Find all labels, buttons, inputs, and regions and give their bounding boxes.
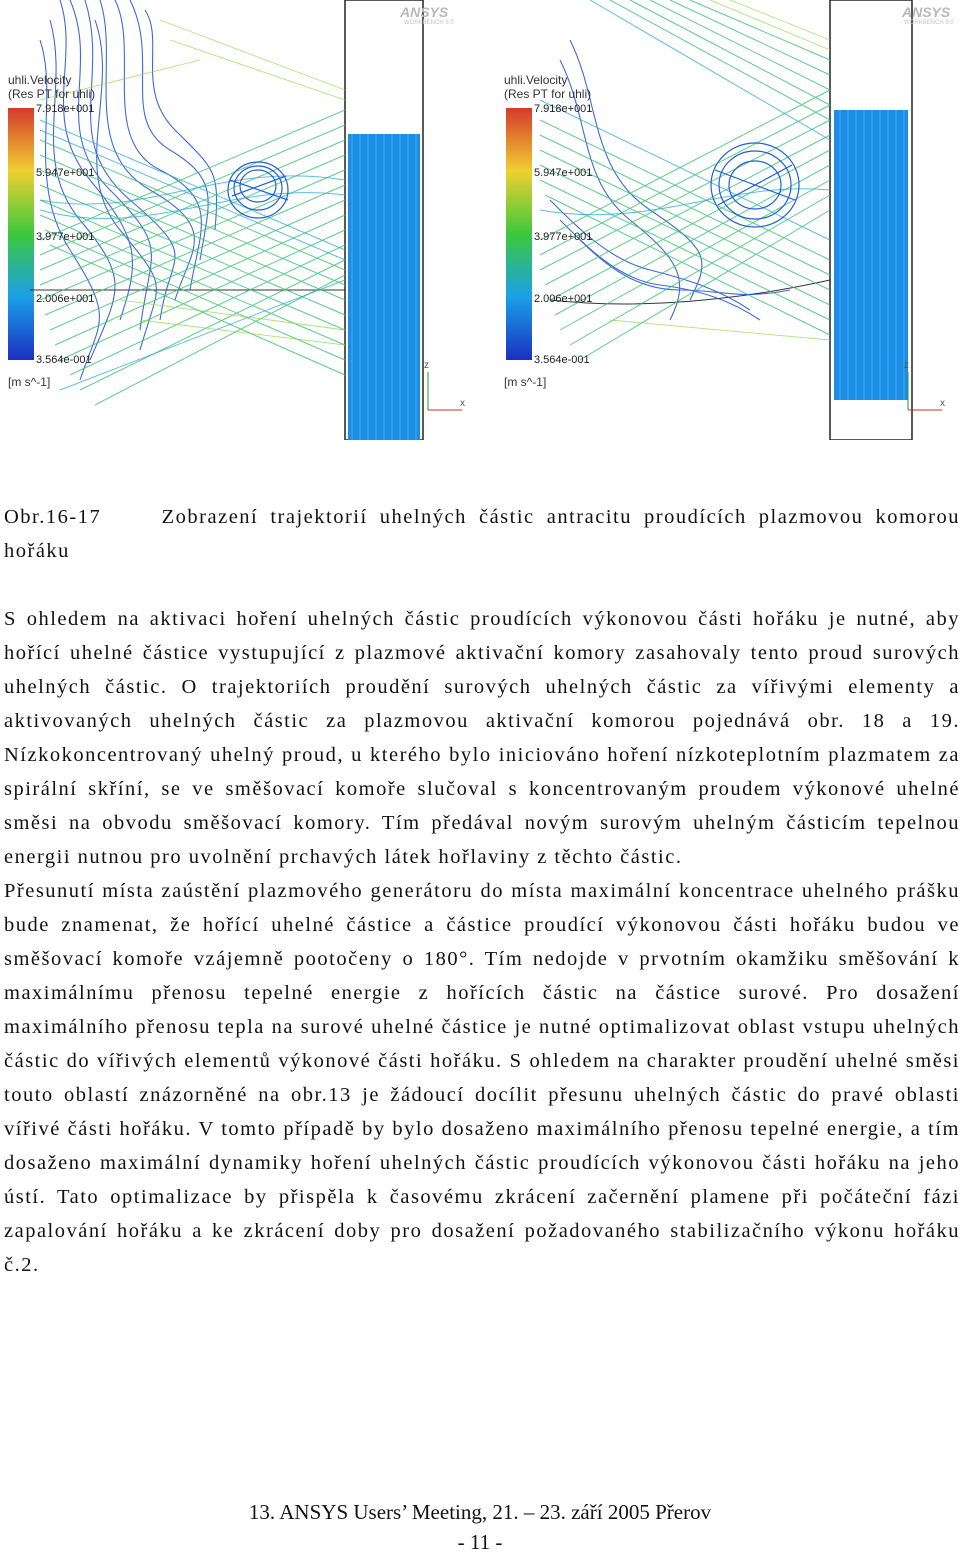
- paragraph: S ohledem na aktivaci hoření uhelných částic proudících výkonovou části hořáku je nutné, aby hořící uhelné částice vystupující z plazmové aktivační komory zasahovaly tento proud surových uhelných částic. O trajektoriích proudění surových uhelných částic za vířivými elementy a aktivovaných uhelných částic za plazmovou aktivační komorou pojednává obr. 18 a 19. Nízkokoncentrovaný uhelný proud, u kterého bylo iniciováno hoření nízkoteplotním plazmatem za spirální skříní, se ve směšovací komoře slučoval s koncentrovaným proudem výkonové uhelné směsi na obvodu směšovací komory. Tím předával novým surovým uhelným částicím tepelnou energii nutnou pro uvolnění prchavých látek hořlaviny z těchto částic.: [4, 608, 960, 868]
- trajectory-plot-right: [490, 0, 960, 440]
- figure-left-trajectories: [0, 0, 470, 440]
- legend-subtitle: (Res PT for uhli): [8, 87, 96, 101]
- legend-value: 3.977e+001: [534, 231, 593, 243]
- ansys-logo-subtitle: WORKBENCH 9.0: [904, 20, 954, 26]
- axis-x-label: x: [940, 398, 945, 409]
- legend-value: 5.947e+001: [534, 167, 593, 179]
- legend-value: 2.006e+001: [36, 293, 95, 305]
- figure-right-trajectories: [490, 0, 960, 440]
- axis-x-label: x: [460, 398, 465, 409]
- footer-meeting: 13. ANSYS Users’ Meeting, 21. – 23. září 2005 Přerov: [248, 1500, 712, 1524]
- legend-title: uhli.Velocity: [504, 73, 568, 87]
- legend-unit: [m s^-1]: [8, 375, 51, 389]
- legend-unit: [m s^-1]: [504, 375, 547, 389]
- legend-subtitle: (Res PT for uhli): [504, 87, 592, 101]
- legend-value: 3.977e+001: [36, 231, 95, 243]
- trajectory-plot-left: [0, 0, 470, 440]
- color-legend-bar: [506, 108, 532, 360]
- legend-value: 3.564e-001: [534, 354, 590, 366]
- body-text: [4, 602, 960, 1282]
- legend-value: 2.006e+001: [534, 293, 593, 305]
- legend-value: 7.918e+001: [534, 103, 593, 115]
- figure-caption: [4, 500, 960, 568]
- color-legend-bar: [8, 108, 34, 360]
- legend-value: 5.947e+001: [36, 167, 95, 179]
- page-number: - 11 -: [457, 1530, 503, 1554]
- legend-value: 7.918e+001: [36, 103, 95, 115]
- ansys-logo-subtitle: WORKBENCH 9.0: [404, 20, 454, 26]
- caption-label: Obr.16-17: [4, 506, 102, 528]
- paragraph: Přesunutí místa zaústění plazmového generátoru do místa maximální koncentrace uhelného prášku bude znamenat, že hořící uhelné částice a částice proudící výkonovou části hořáku budou ve směšovací komoře vzájemně pootočeny o 180°. Tím nedojde v prvotním okamžiku směšování k maximálnímu přenosu tepelné energie z hořících částic na částice surové. Pro dosažení maximálního přenosu tepla na surové uhelné částice je nutné optimalizovat oblast vstupu uhelných částic do vířivých elementů výkonové části hořáku. S ohledem na charakter proudění uhelné směsi touto oblastí znázorněné na obr.13 je žádoucí docílit přesunu uhelných částic do pravé oblasti vířivé části hořáku. V tomto případě by bylo dosaženo maximálního přenosu tepelné energie, a tím dosaženo maximální dynamiky hoření uhelných částic proudících výkonovou části hořáku na jeho ústí. Tato optimalizace by přispěla k časovému zkrácení začernění plamene při počáteční fázi zapalování hořáku a ke zkrácení doby pro dosažení požadovaného stabilizačního výkonu hořáku č.2.: [4, 880, 960, 1276]
- figure-pair: [0, 0, 960, 445]
- caption-text: Zobrazení trajektorií uhelných částic antracitu proudících plazmovou komorou hořáku: [4, 506, 960, 562]
- axis-z-label: z: [424, 360, 429, 371]
- legend-value: 3.564e-001: [36, 354, 92, 366]
- ansys-logo: ANSYS: [400, 4, 449, 20]
- axis-z-label: z: [904, 360, 909, 371]
- ansys-logo: ANSYS: [902, 4, 951, 20]
- legend-title: uhli.Velocity: [8, 73, 72, 87]
